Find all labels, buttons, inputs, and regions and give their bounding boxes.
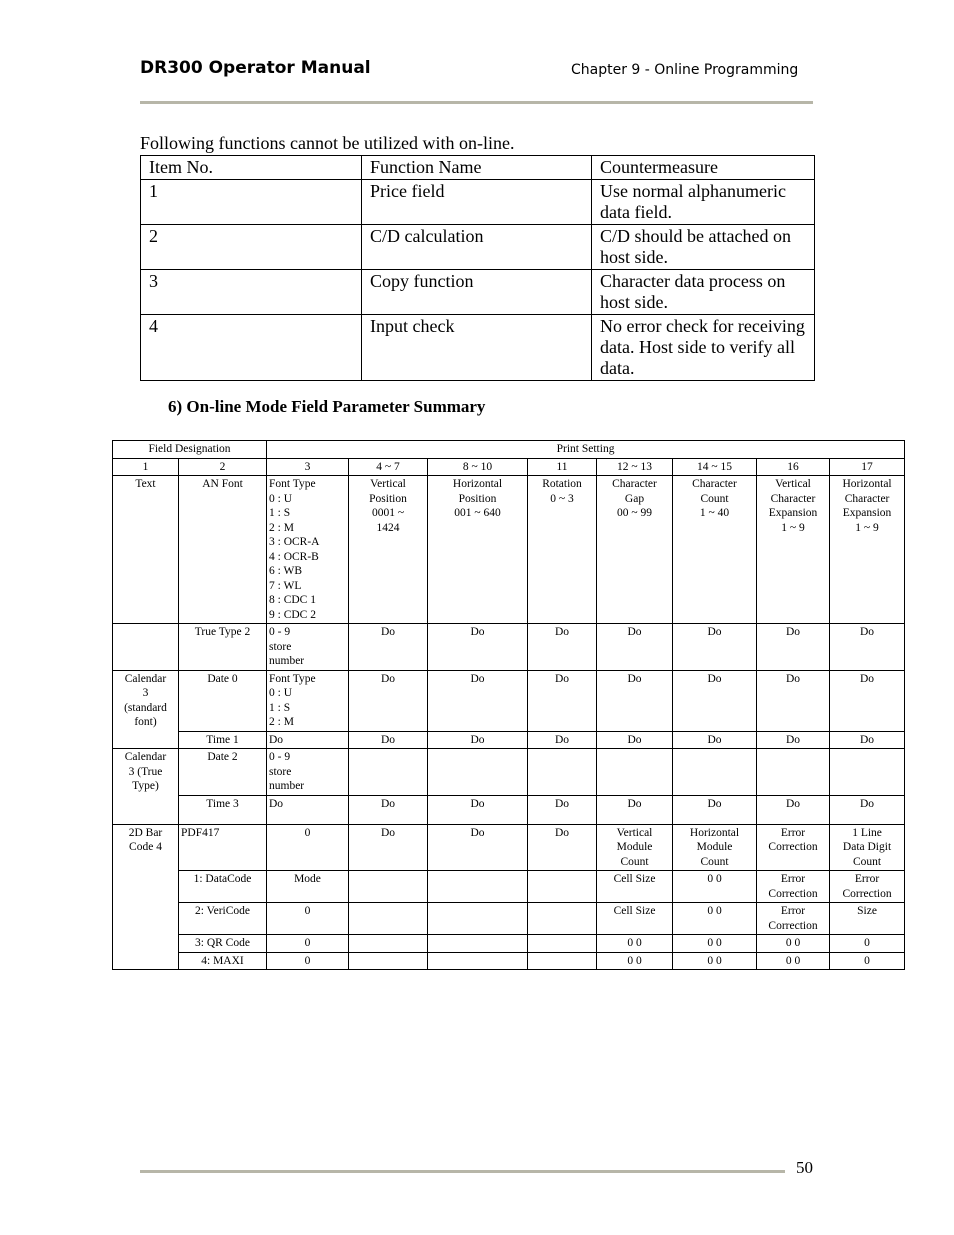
table-cell: Do: [757, 795, 830, 824]
cell-line: 1 : S: [269, 701, 291, 714]
table-cell: [428, 903, 528, 935]
table-cell: 0 0: [673, 935, 757, 953]
table-cell: Do: [830, 795, 905, 824]
cell-line: 9 : CDC 2: [269, 608, 316, 621]
date0-row: [113, 670, 905, 731]
table-cell: Do: [597, 670, 673, 731]
table-cell: [267, 670, 349, 731]
cell-line: Correction: [842, 887, 892, 900]
table-cell: 3: [141, 270, 362, 315]
table-cell: [349, 749, 428, 796]
table-cell: [428, 871, 528, 903]
table-cell: [673, 476, 757, 624]
column-number-row: [113, 458, 905, 476]
cell-line: store: [269, 765, 292, 778]
table-cell: Do: [349, 624, 428, 671]
table-cell: [597, 824, 673, 871]
section-heading: 6) On-line Mode Field Parameter Summary: [168, 397, 486, 416]
cell-line: Character: [844, 492, 890, 505]
cell-line: Error: [854, 873, 880, 885]
table-cell: 0 0: [757, 935, 830, 953]
footer-rule: [140, 1170, 785, 1173]
cell-line: 6 : WB: [269, 565, 303, 577]
table-cell: [528, 935, 597, 953]
table-cell: Do: [349, 670, 428, 731]
header-cell: Function Name: [362, 156, 592, 180]
table-cell: Do: [349, 795, 428, 824]
table-cell: [597, 749, 673, 796]
table-cell: No error check for receiving data. Host side to verify all data.: [592, 315, 815, 381]
table-cell: 1: [141, 180, 362, 225]
col-header: 14 ~ 15: [673, 458, 757, 476]
table-cell: Do: [528, 670, 597, 731]
cell-line: Character: [770, 492, 816, 505]
cell-line: Data Digit: [842, 841, 892, 853]
cell-line: 1 ~ 9: [855, 521, 879, 534]
table-cell: [528, 476, 597, 624]
table-cell: [267, 476, 349, 624]
table-cell: C/D should be attached on host side.: [592, 225, 815, 270]
col-header: 17: [830, 458, 905, 476]
cell-line: Correction: [768, 841, 818, 853]
table-cell: Do: [757, 624, 830, 671]
cell-line: Correction: [768, 919, 818, 932]
table-cell: [757, 476, 830, 624]
cell-line: 1 Line: [852, 826, 882, 839]
cell-line: 1 ~ 40: [699, 507, 730, 519]
cell-line: 0 - 9: [269, 626, 291, 638]
pdf417-row: [113, 824, 905, 871]
table-cell: [349, 903, 428, 935]
cell-line: 001 ~ 640: [454, 507, 501, 519]
cell-line: Vertical: [775, 478, 811, 490]
field-designation-header: Field Designation: [113, 441, 267, 459]
table-cell: 0: [267, 935, 349, 953]
calendar3-truetype-label: [113, 749, 179, 825]
cell-line: Calendar: [124, 672, 167, 685]
cell-line: Module: [616, 841, 653, 853]
table-cell: 4: [141, 315, 362, 381]
cell-line: Error: [780, 873, 806, 885]
cell-line: 0 - 9: [269, 751, 291, 763]
cell-line: store: [269, 640, 292, 653]
field-parameter-table: [112, 440, 905, 970]
table-cell: [757, 824, 830, 871]
table-cell: AN Font: [179, 476, 267, 624]
table-cell: 0 0: [673, 871, 757, 903]
cell-line: number: [269, 780, 305, 792]
cell-line: Position: [458, 492, 497, 505]
table-cell: [528, 871, 597, 903]
table-cell: [830, 871, 905, 903]
table-cell: Text: [113, 476, 179, 624]
table-cell: [528, 749, 597, 796]
table-cell: 0 0: [673, 952, 757, 970]
table-cell: Do: [673, 624, 757, 671]
table-cell: [428, 935, 528, 953]
table-cell: Do: [528, 795, 597, 824]
vericode-row: [113, 903, 905, 935]
table-cell: [528, 952, 597, 970]
table-cell: Do: [267, 731, 349, 749]
col-header: 1: [113, 458, 179, 476]
cell-line: Horizontal: [689, 826, 740, 839]
table-cell: [428, 749, 528, 796]
cell-line: 3 (True: [128, 765, 163, 778]
table-cell: 2: VeriCode: [179, 903, 267, 935]
table-cell: Do: [757, 670, 830, 731]
table-cell: [597, 476, 673, 624]
cell-line: Error: [780, 826, 806, 839]
table-cell: 1: DataCode: [179, 871, 267, 903]
cell-line: 1 : S: [269, 507, 291, 519]
unsupported-functions-table: [140, 155, 815, 381]
cell-line: Rotation: [542, 478, 582, 490]
cell-line: 8 : CDC 1: [269, 594, 316, 606]
cell-line: Count: [700, 855, 729, 868]
table-cell: C/D calculation: [362, 225, 592, 270]
table-cell: [830, 749, 905, 796]
cell-line: 7 : WL: [269, 579, 302, 592]
table-cell: 2: [141, 225, 362, 270]
table-cell: Do: [267, 795, 349, 824]
header-rule: [140, 101, 813, 104]
col-header: 16: [757, 458, 830, 476]
table-cell: [267, 749, 349, 796]
cell-line: Count: [852, 855, 882, 868]
table-cell: [113, 624, 179, 671]
table-cell: [267, 624, 349, 671]
table-cell: Use normal alphanumeric data field.: [592, 180, 815, 225]
table-cell: 0: [830, 935, 905, 953]
table-cell: [349, 476, 428, 624]
cell-line: Code 4: [129, 841, 162, 853]
table-cell: Do: [830, 624, 905, 671]
table-cell: Do: [528, 824, 597, 871]
page-number: 50: [796, 1158, 813, 1177]
cell-line: 1424: [376, 521, 400, 534]
cell-line: Position: [369, 492, 407, 505]
table-cell: Do: [830, 731, 905, 749]
table-cell: 0 0: [673, 903, 757, 935]
table-cell: Do: [349, 731, 428, 749]
table-cell: [349, 871, 428, 903]
cell-line: Type): [132, 780, 159, 792]
cell-line: Font Type: [269, 672, 316, 685]
table-cell: Do: [597, 624, 673, 671]
datacode-row: [113, 871, 905, 903]
table-cell: Do: [673, 670, 757, 731]
cell-line: 0 : U: [269, 687, 292, 699]
table-cell: 0: [267, 903, 349, 935]
table-cell: [428, 952, 528, 970]
table-cell: 0 0: [597, 935, 673, 953]
header-cell: Item No.: [141, 156, 362, 180]
cell-line: Error: [780, 905, 806, 917]
cell-line: Calendar: [124, 751, 167, 763]
table-cell: [673, 749, 757, 796]
maxi-row: [113, 952, 905, 970]
col-header: 4 ~ 7: [349, 458, 428, 476]
table-cell: 4: MAXI: [179, 952, 267, 970]
cell-line: Vertical: [370, 478, 406, 490]
table-row: [141, 315, 815, 381]
table-row: [141, 180, 815, 225]
cell-line: Count: [700, 492, 729, 505]
table-cell: Date 2: [179, 749, 267, 796]
print-setting-header: Print Setting: [267, 441, 905, 459]
table-cell: [673, 824, 757, 871]
table-cell: 0: [830, 952, 905, 970]
cell-line: font): [134, 716, 157, 728]
table-cell: Do: [428, 795, 528, 824]
table-cell: PDF417: [179, 824, 267, 871]
cell-line: (standard: [124, 701, 167, 714]
table-cell: [428, 476, 528, 624]
barcode2d-label: [113, 824, 179, 970]
cell-line: Horizontal: [842, 478, 892, 490]
cell-line: 0 : U: [269, 492, 292, 505]
table-header-row: [141, 156, 815, 180]
col-header: 2: [179, 458, 267, 476]
table-cell: Do: [830, 670, 905, 731]
cell-line: Character: [692, 478, 737, 490]
table-cell: [349, 935, 428, 953]
table-row: [141, 270, 815, 315]
table-cell: Time 1: [179, 731, 267, 749]
table-cell: [757, 903, 830, 935]
table-cell: 0: [267, 952, 349, 970]
table-cell: True Type 2: [179, 624, 267, 671]
table-cell: Do: [597, 795, 673, 824]
header-cell: Countermeasure: [592, 156, 815, 180]
time1-row: [113, 731, 905, 749]
table-cell: Do: [528, 731, 597, 749]
cell-line: number: [269, 655, 305, 667]
cell-line: 2D Bar: [128, 826, 163, 839]
cell-line: Module: [696, 841, 733, 853]
cell-line: 00 ~ 99: [617, 507, 652, 519]
cell-line: 2 : M: [269, 716, 294, 728]
date2-row: [113, 749, 905, 796]
calendar3-label: [113, 670, 179, 749]
cell-line: 3 : OCR-A: [269, 536, 320, 548]
cell-line: Count: [620, 855, 649, 868]
cell-line: 0 ~ 3: [550, 492, 574, 505]
table-cell: Copy function: [362, 270, 592, 315]
table-cell: Do: [428, 731, 528, 749]
cell-line: Horizontal: [452, 478, 503, 490]
cell-line: Vertical: [616, 826, 653, 839]
table-cell: Cell Size: [597, 903, 673, 935]
intro-text: Following functions cannot be utilized with on-line.: [140, 133, 515, 153]
table-cell: Cell Size: [597, 871, 673, 903]
table-cell: [349, 952, 428, 970]
cell-line: 3: [142, 687, 149, 699]
table-cell: Do: [349, 824, 428, 871]
table-cell: Do: [528, 624, 597, 671]
manual-title: DR300 Operator Manual: [140, 58, 371, 78]
table-cell: Mode: [267, 871, 349, 903]
table-cell: Do: [673, 731, 757, 749]
table-cell: [528, 903, 597, 935]
group-header-row: [113, 441, 905, 459]
table-cell: Do: [428, 670, 528, 731]
col-header: 11: [528, 458, 597, 476]
qr-row: [113, 935, 905, 953]
cell-line: Expansion: [842, 507, 892, 519]
table-cell: Do: [757, 731, 830, 749]
cell-line: Gap: [624, 492, 645, 505]
cell-line: Character: [612, 478, 657, 490]
table-cell: [757, 749, 830, 796]
table-cell: 0 0: [757, 952, 830, 970]
table-cell: 0 0: [597, 952, 673, 970]
text-row: [113, 476, 905, 624]
table-cell: Input check: [362, 315, 592, 381]
table-cell: 0: [267, 824, 349, 871]
table-cell: [830, 824, 905, 871]
col-header: 8 ~ 10: [428, 458, 528, 476]
table-cell: 3: QR Code: [179, 935, 267, 953]
col-header: 3: [267, 458, 349, 476]
table-cell: Character data process on host side.: [592, 270, 815, 315]
cell-line: Font Type: [269, 478, 316, 490]
chapter-title: Chapter 9 - Online Programming: [571, 62, 799, 78]
table-cell: Do: [673, 795, 757, 824]
cell-line: 0001 ~: [371, 507, 405, 519]
cell-line: 2 : M: [269, 521, 294, 534]
truetype-row: [113, 624, 905, 671]
table-cell: Time 3: [179, 795, 267, 824]
table-cell: Do: [428, 624, 528, 671]
col-header: 12 ~ 13: [597, 458, 673, 476]
cell-line: Expansion: [768, 507, 818, 519]
table-cell: Date 0: [179, 670, 267, 731]
table-cell: Do: [597, 731, 673, 749]
cell-line: 4 : OCR-B: [269, 550, 319, 563]
table-row: [141, 225, 815, 270]
table-cell: [757, 871, 830, 903]
table-cell: Size: [830, 903, 905, 935]
table-cell: [830, 476, 905, 624]
table-cell: Price field: [362, 180, 592, 225]
table-cell: Do: [428, 824, 528, 871]
cell-line: Correction: [768, 887, 818, 900]
time3-row: [113, 795, 905, 824]
cell-line: 1 ~ 9: [781, 521, 805, 534]
